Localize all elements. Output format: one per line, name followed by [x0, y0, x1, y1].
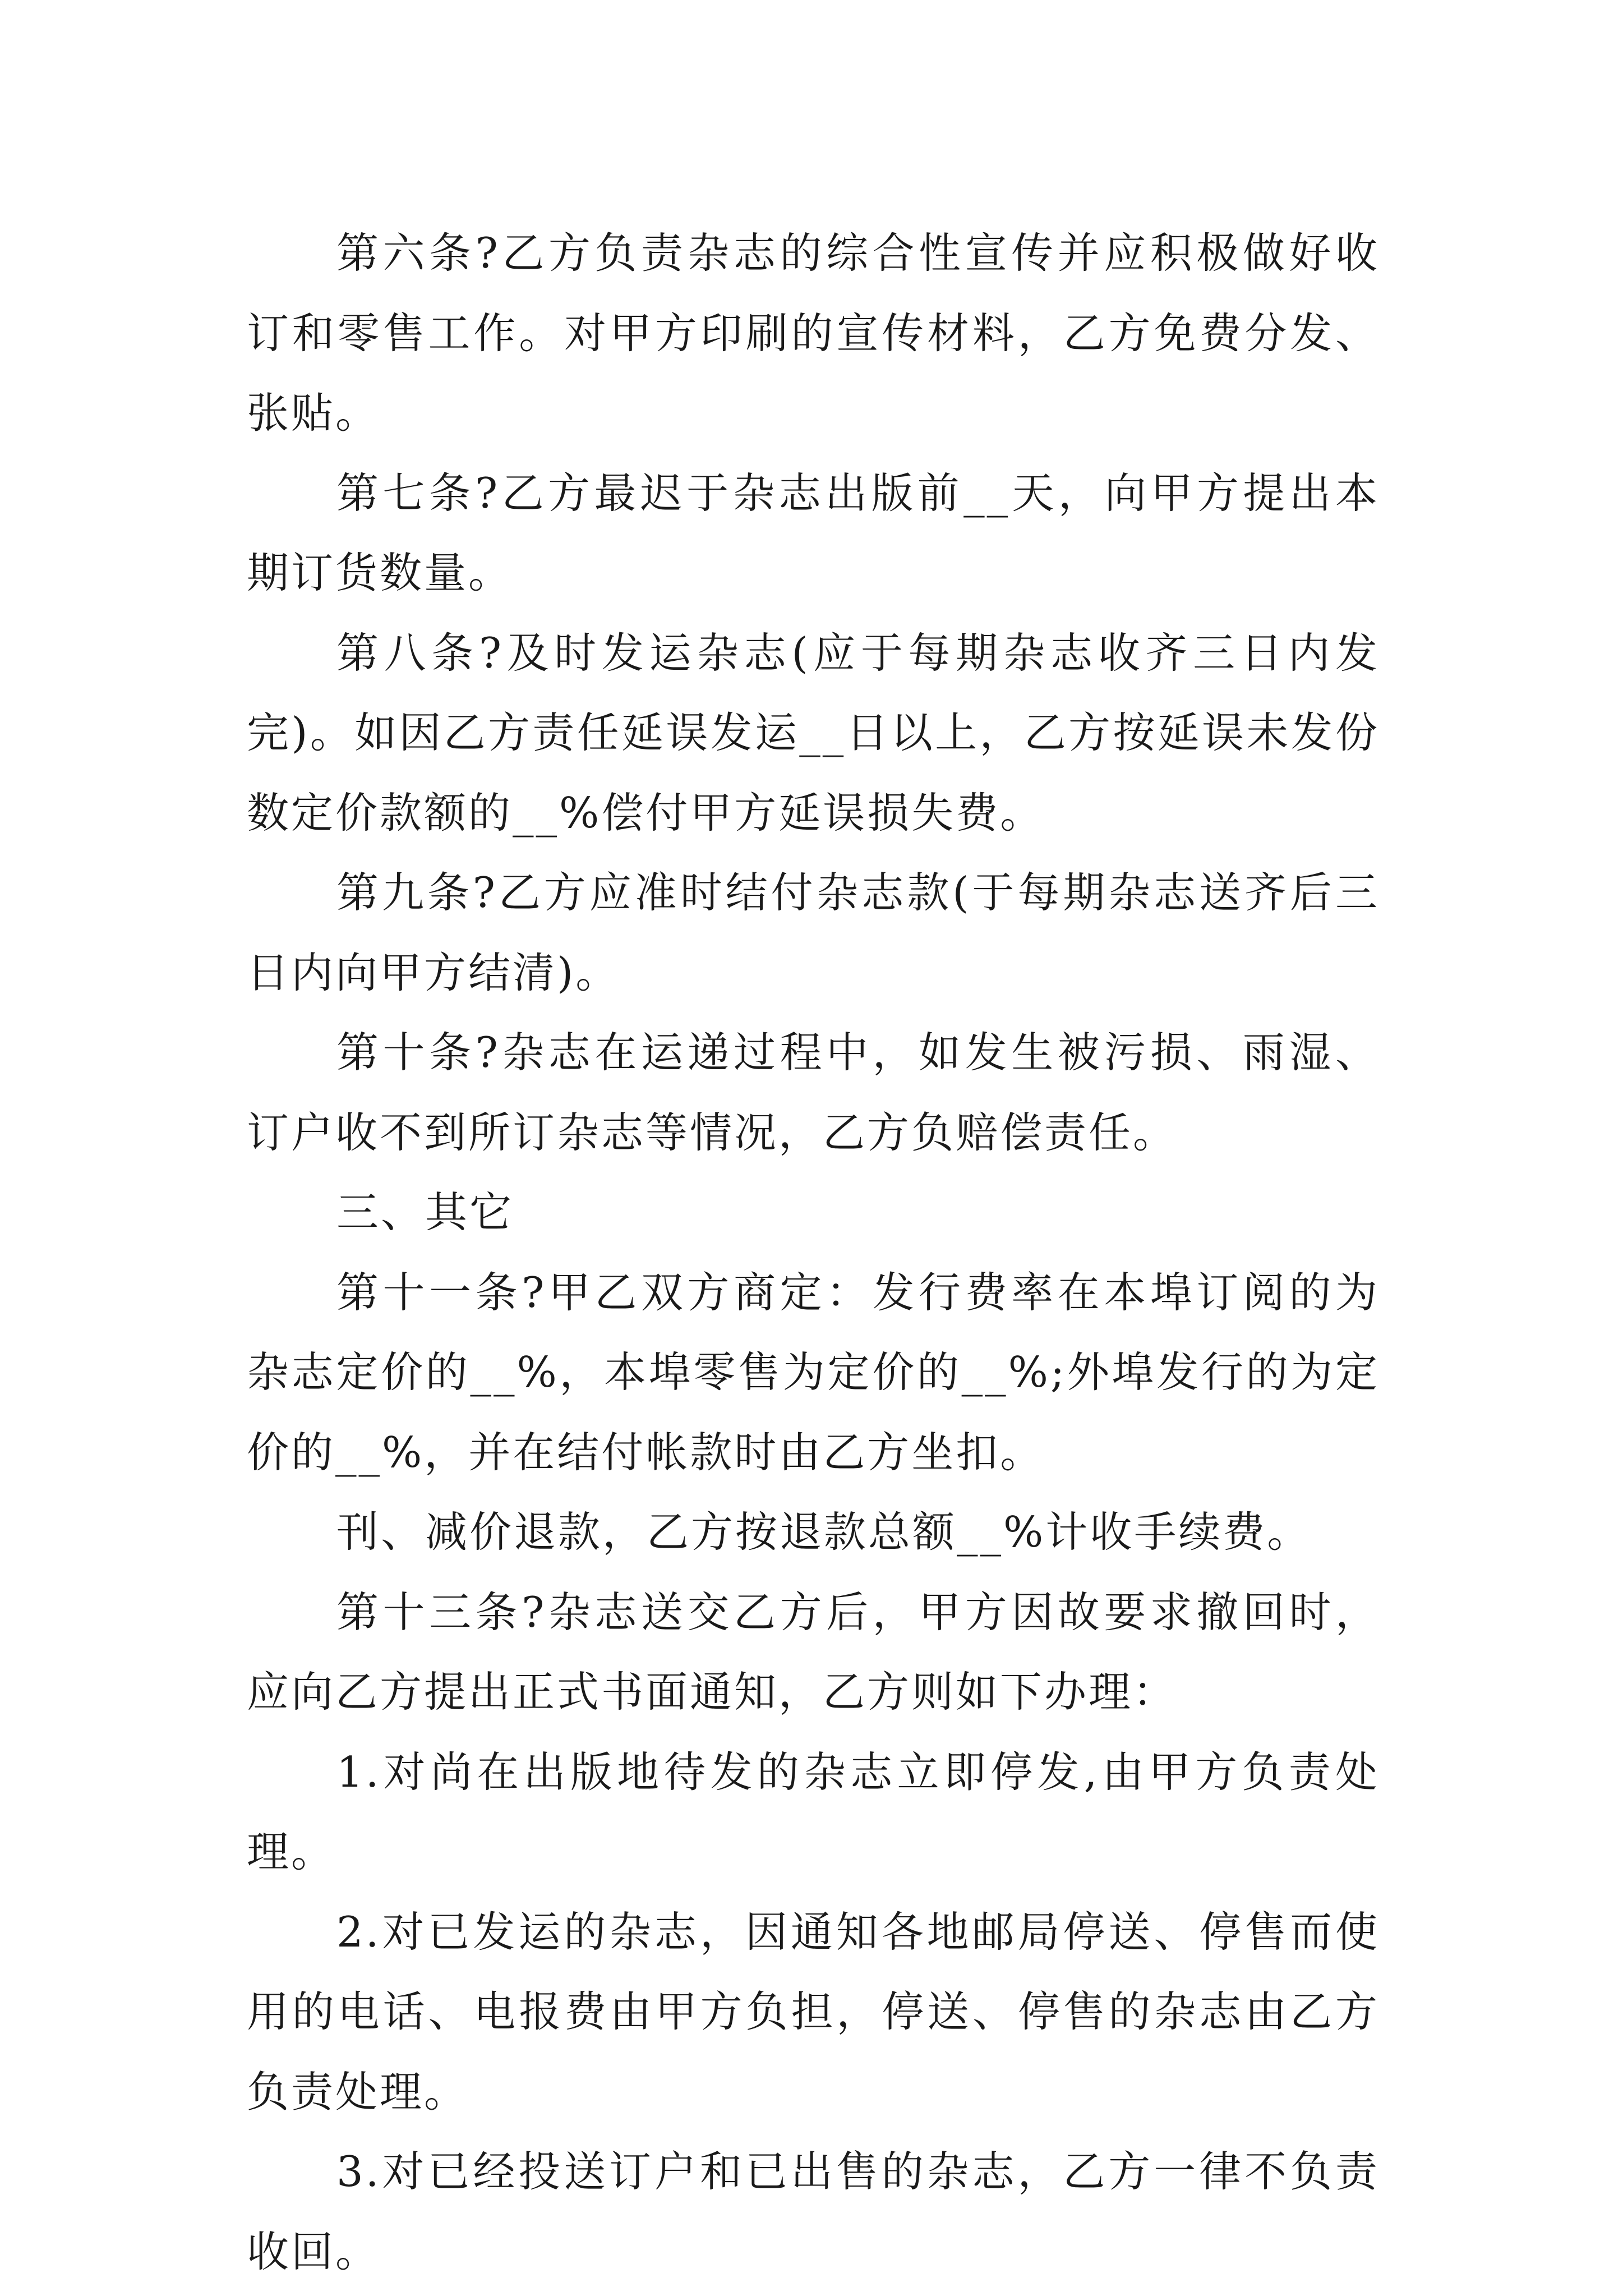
paragraph-refund-fee: 刊、减价退款，乙方按退款总额__%计收手续费。 — [336, 1507, 1312, 1557]
paragraph-article-9: 第九条?乙方应准时结付杂志款(于每期杂志送齐后三日内向甲方结清)。 — [247, 868, 1380, 997]
paragraph-article-13: 第十三条?杂志送交乙方后，甲方因故要求撤回时，应向乙方提出正式书面通知，乙方则如下办理： — [247, 1587, 1380, 1717]
paragraph-article-10: 第十条?杂志在运递过程中，如发生被污损、雨湿、订户收不到所订杂志等情况，乙方负赔偿责任。 — [247, 1028, 1380, 1157]
paragraph-article-6: 第六条?乙方负责杂志的综合性宣传并应积极做好收订和零售工作。对甲方印刷的宣传材料，乙方免费分发、张贴。 — [247, 228, 1380, 438]
document-body — [247, 213, 1380, 2292]
list-item-3: 3.对已经投送订户和已出售的杂志，乙方一律不负责收回。 — [247, 2147, 1380, 2276]
list-item-2: 2.对已发运的杂志，因通知各地邮局停送、停售而使用的电话、电报费由甲方负担，停送、停售的杂志由乙方负责处理。 — [247, 1907, 1380, 2116]
paragraph-article-8: 第八条?及时发运杂志(应于每期杂志收齐三日内发完)。如因乙方责任延误发运__日以上，乙方按延误未发份数定价款额的__%偿付甲方延误损失费。 — [247, 628, 1380, 838]
section-heading-other: 三、其它 — [336, 1188, 514, 1237]
paragraph-article-7: 第七条?乙方最迟于杂志出版前__天，向甲方提出本期订货数量。 — [247, 468, 1380, 597]
paragraph-article-11: 第十一条?甲乙双方商定：发行费率在本埠订阅的为杂志定价的__%，本埠零售为定价的__%;外埠发行的为定价的__%，并在结付帐款时由乙方坐扣。 — [247, 1267, 1380, 1477]
list-item-1: 1.对尚在出版地待发的杂志立即停发,由甲方负责处理。 — [247, 1747, 1380, 1876]
